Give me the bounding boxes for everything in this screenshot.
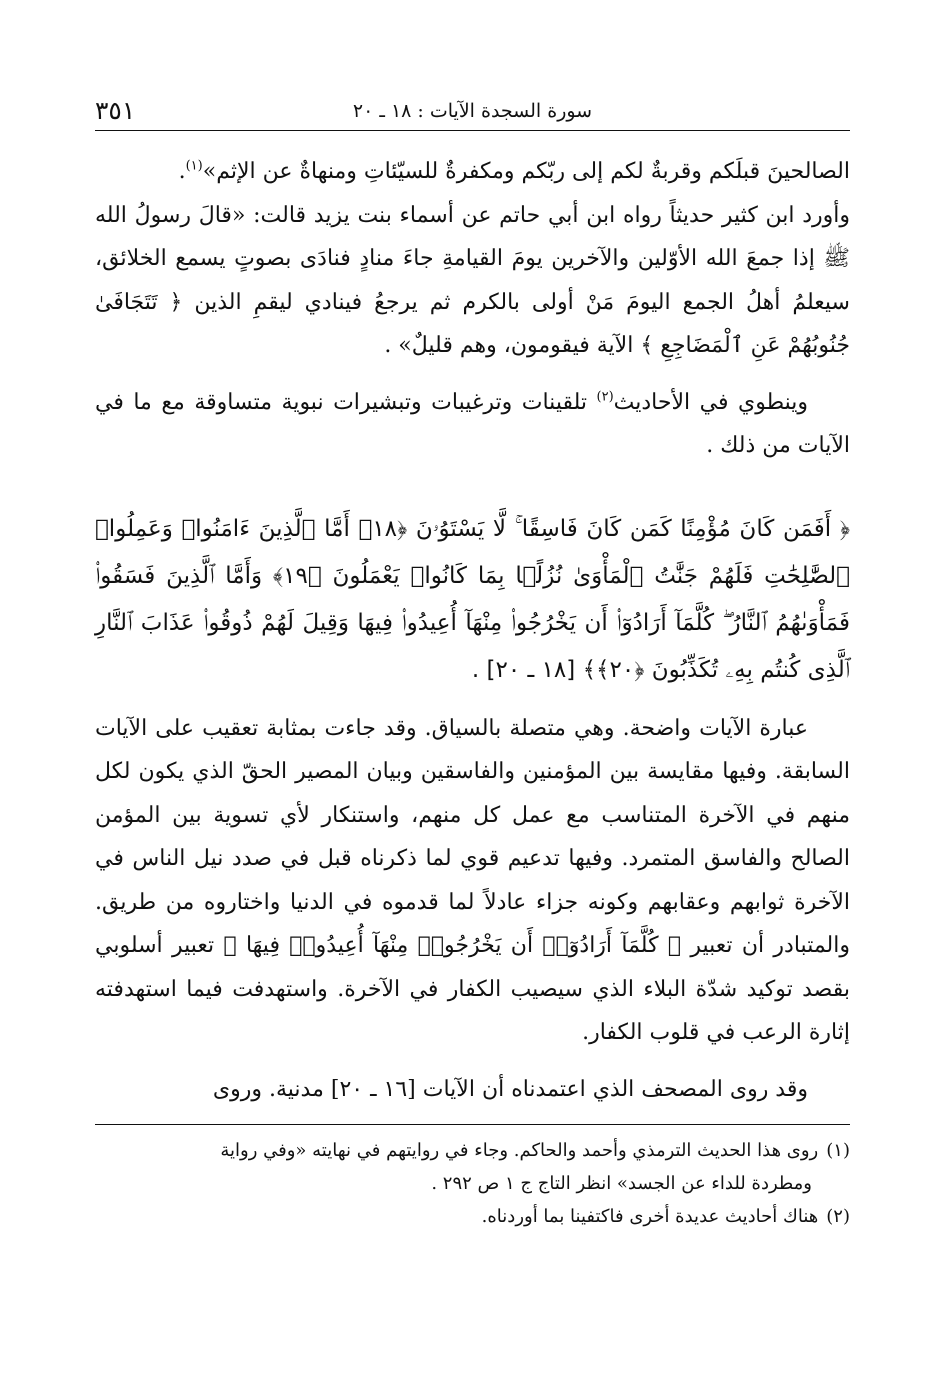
- footnote-text: روى هذا الحديث الترمذي وأحمد والحاكم. وجاء في روايتهم في نهايته «وفي رواية: [220, 1140, 819, 1161]
- main-text: [95, 150, 850, 1111]
- footnote-separator: [95, 1124, 850, 1125]
- paragraph: عبارة الآيات واضحة. وهي متصلة بالسياق. وقد جاءت بمثابة تعقيب على الآيات السابقة. وفيها مقايسة بين المؤمنين والفاسقين وبيان المصير الحقّ الذي يكون لكل منهم في الآخرة المتناسب مع عمل كل منهم، واستنكار لأي تسوية بين المؤمن الصالح والفاسق المتمرد. وفيها تدعيم قوي لما ذكرناه قبل في صدد نيل الناس في الآخرة ثوابهم وعقابهم وكونه جزاء عادلاً لما قدموه في الدنيا واختاروه من طريق. والمتبادر أن تعبير ﴿ كُلَّمَآ أَرَادُوٓا۟ أَن يَخْرُجُوا۟ مِنْهَآ أُعِيدُوا۟ فِيهَا ﴾ تعبير أسلوبي بقصد توكيد شدّة البلاء الذي سيصيب الكفار في الآخرة. واستهدفت فيما استهدفته إثارة الرعب في قلوب الكفار.: [95, 715, 850, 1045]
- footnote-number: (٢): [826, 1206, 850, 1227]
- footnotes: [95, 1134, 850, 1233]
- paragraph: [95, 381, 850, 468]
- paragraph: وأورد ابن كثير حديثاً رواه ابن أبي حاتم عن أسماء بنت يزيد قالت: «قالَ رسولُ الله ﷺ إذا جمعَ الله الأوّلين والآخرين يومَ القيامةِ جاءَ منادٍ فنادَى بصوتٍ يسمع الخلائق، سيعلمُ أهلُ الجمع اليومَ مَنْ أولى بالكرم ثم يرجعُ فينادي ليقمِ الذين ﴿ تَتَجَافَىٰ جُنُوبُهُمْ عَنِ ٱلْمَضَاجِعِ ﴾ الآية فيقومون، وهم قليلٌ» .: [95, 202, 850, 358]
- paragraph: وقد روى المصحف الذي اعتمدناه أن الآيات [١٦ ـ ٢٠] مدنية. وروى: [212, 1076, 808, 1102]
- footnote-ref: (١): [185, 158, 203, 174]
- paragraph-text: تلقينات وترغيبات وتبشيرات نبوية متساوقة مع ما في الآيات من ذلك .: [95, 389, 850, 458]
- footnote: [95, 1200, 850, 1233]
- paragraph-text: الصالحينَ قبلَكم وقربةٌ لكم إلى ربّكم ومكفرةٌ للسيّئاتِ ومنهاةٌ عن الإثم»: [202, 159, 850, 184]
- paragraph-end: .: [178, 159, 186, 184]
- paragraph-text: وينطوي في الأحاديث: [613, 389, 808, 415]
- page-header: [95, 96, 850, 131]
- quran-verse-block: ﴿ أَفَمَن كَانَ مُؤْمِنًا كَمَن كَانَ فَاسِقًا ۚ لَّا يَسْتَوُۥنَ ﴿١٨﴾ أَمَّا ٱلَّذِينَ ءَامَنُوا۟ وَعَمِلُوا۟ ٱلصَّٰلِحَٰتِ فَلَهُمْ جَنَّٰتُ ٱلْمَأْوَىٰ نُزُلًۢا بِمَا كَانُوا۟ يَعْمَلُونَ ﴿١٩﴾ وَأَمَّا ٱلَّذِينَ فَسَقُوا۟ فَمَأْوَىٰهُمُ ٱلنَّارُ ۖ كُلَّمَآ أَرَادُوٓا۟ أَن يَخْرُجُوا۟ مِنْهَآ أُعِيدُوا۟ فِيهَا وَقِيلَ لَهُمْ ذُوقُوا۟ عَذَابَ ٱلنَّارِ ٱلَّذِى كُنتُم بِهِۦ تُكَذِّبُونَ ﴿٢٠﴾﴾ [١٨ ـ ٢٠] .: [95, 515, 850, 683]
- footnote-ref: (٢): [596, 389, 614, 405]
- footnote-number: (١): [826, 1140, 850, 1161]
- footnote: [95, 1134, 850, 1167]
- running-title: سورة السجدة الآيات : ١٨ ـ ٢٠: [352, 100, 593, 122]
- paragraph: [95, 150, 850, 194]
- page-number: ٣٥١: [95, 96, 136, 125]
- footnote-continuation: ومطردة للداء عن الجسد» انظر التاج ج ١ ص ٢٩٢ .: [431, 1173, 812, 1194]
- footnote-text: هناك أحاديث عديدة أخرى فاكتفينا بما أوردناه.: [481, 1206, 819, 1227]
